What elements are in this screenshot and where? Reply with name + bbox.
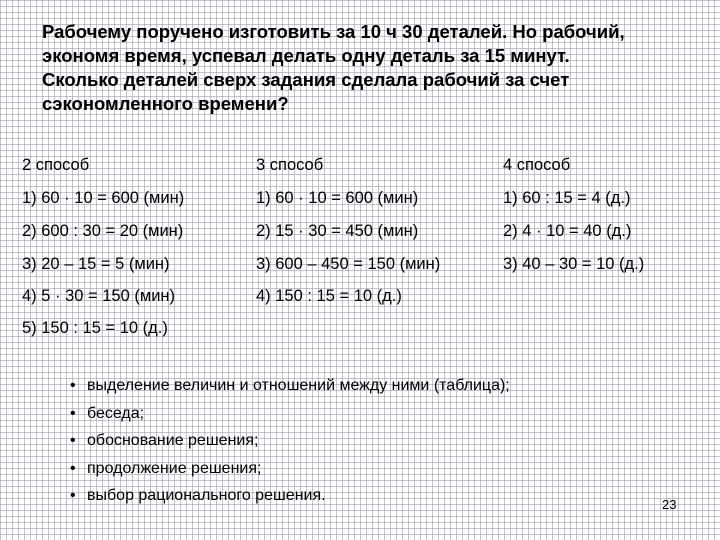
list-item-text: выбор рационального решения. (87, 487, 326, 504)
method-2-step-3: 3) 20 – 15 = 5 (мин) (22, 255, 170, 273)
method-2-title: 2 способ (22, 156, 90, 174)
method-4-step-1: 1) 60 : 15 = 4 (д.) (503, 189, 631, 207)
method-3-step-2: 2) 15 · 30 = 450 (мин) (256, 222, 419, 240)
method-2-step-4: 4) 5 · 30 = 150 (мин) (22, 287, 176, 305)
list-item-text: продолжение решения; (87, 459, 262, 477)
bullet-icon: • (70, 432, 76, 449)
problem-line: сэкономленного времени? (42, 93, 289, 114)
list-item (70, 372, 510, 400)
method-2-step-1: 1) 60 · 10 = 600 (мин) (22, 189, 185, 207)
problem-line: экономя время, успевал делать одну деталь за 15 минут. (42, 45, 570, 66)
bullet-icon: • (70, 404, 76, 422)
method-4-step-3: 3) 40 – 30 = 10 (д.) (503, 255, 645, 273)
list-item (70, 455, 510, 483)
teaching-methods-list (70, 372, 510, 510)
list-item-text: беседа; (87, 404, 145, 422)
problem-line: Рабочему поручено изготовить за 10 ч 30 деталей. Но рабочий, (42, 21, 625, 42)
bullet-icon: • (70, 487, 76, 504)
list-item (70, 482, 510, 510)
list-item-text: выделение величин и отношений между ними (таблица); (87, 377, 510, 394)
method-2-step-5: 5) 150 : 15 = 10 (д.) (22, 319, 168, 337)
method-3-title: 3 способ (256, 156, 324, 174)
problem-statement (42, 20, 692, 116)
list-item (70, 427, 510, 455)
bullet-icon: • (70, 377, 76, 394)
list-item-text: обоснование решения; (87, 432, 259, 449)
method-4-title: 4 способ (503, 156, 571, 174)
method-4-step-2: 2) 4 · 10 = 40 (д.) (503, 222, 632, 240)
method-3-step-3: 3) 600 – 450 = 150 (мин) (256, 255, 441, 273)
method-2-step-2: 2) 600 : 30 = 20 (мин) (22, 222, 184, 240)
method-3-step-4: 4) 150 : 15 = 10 (д.) (256, 287, 402, 305)
problem-line: Сколько деталей сверх задания сделала рабочий за счет (42, 69, 570, 90)
bullet-icon: • (70, 459, 76, 477)
page-number: 23 (662, 497, 677, 512)
list-item (70, 400, 510, 428)
method-3-step-1: 1) 60 · 10 = 600 (мин) (256, 189, 419, 207)
